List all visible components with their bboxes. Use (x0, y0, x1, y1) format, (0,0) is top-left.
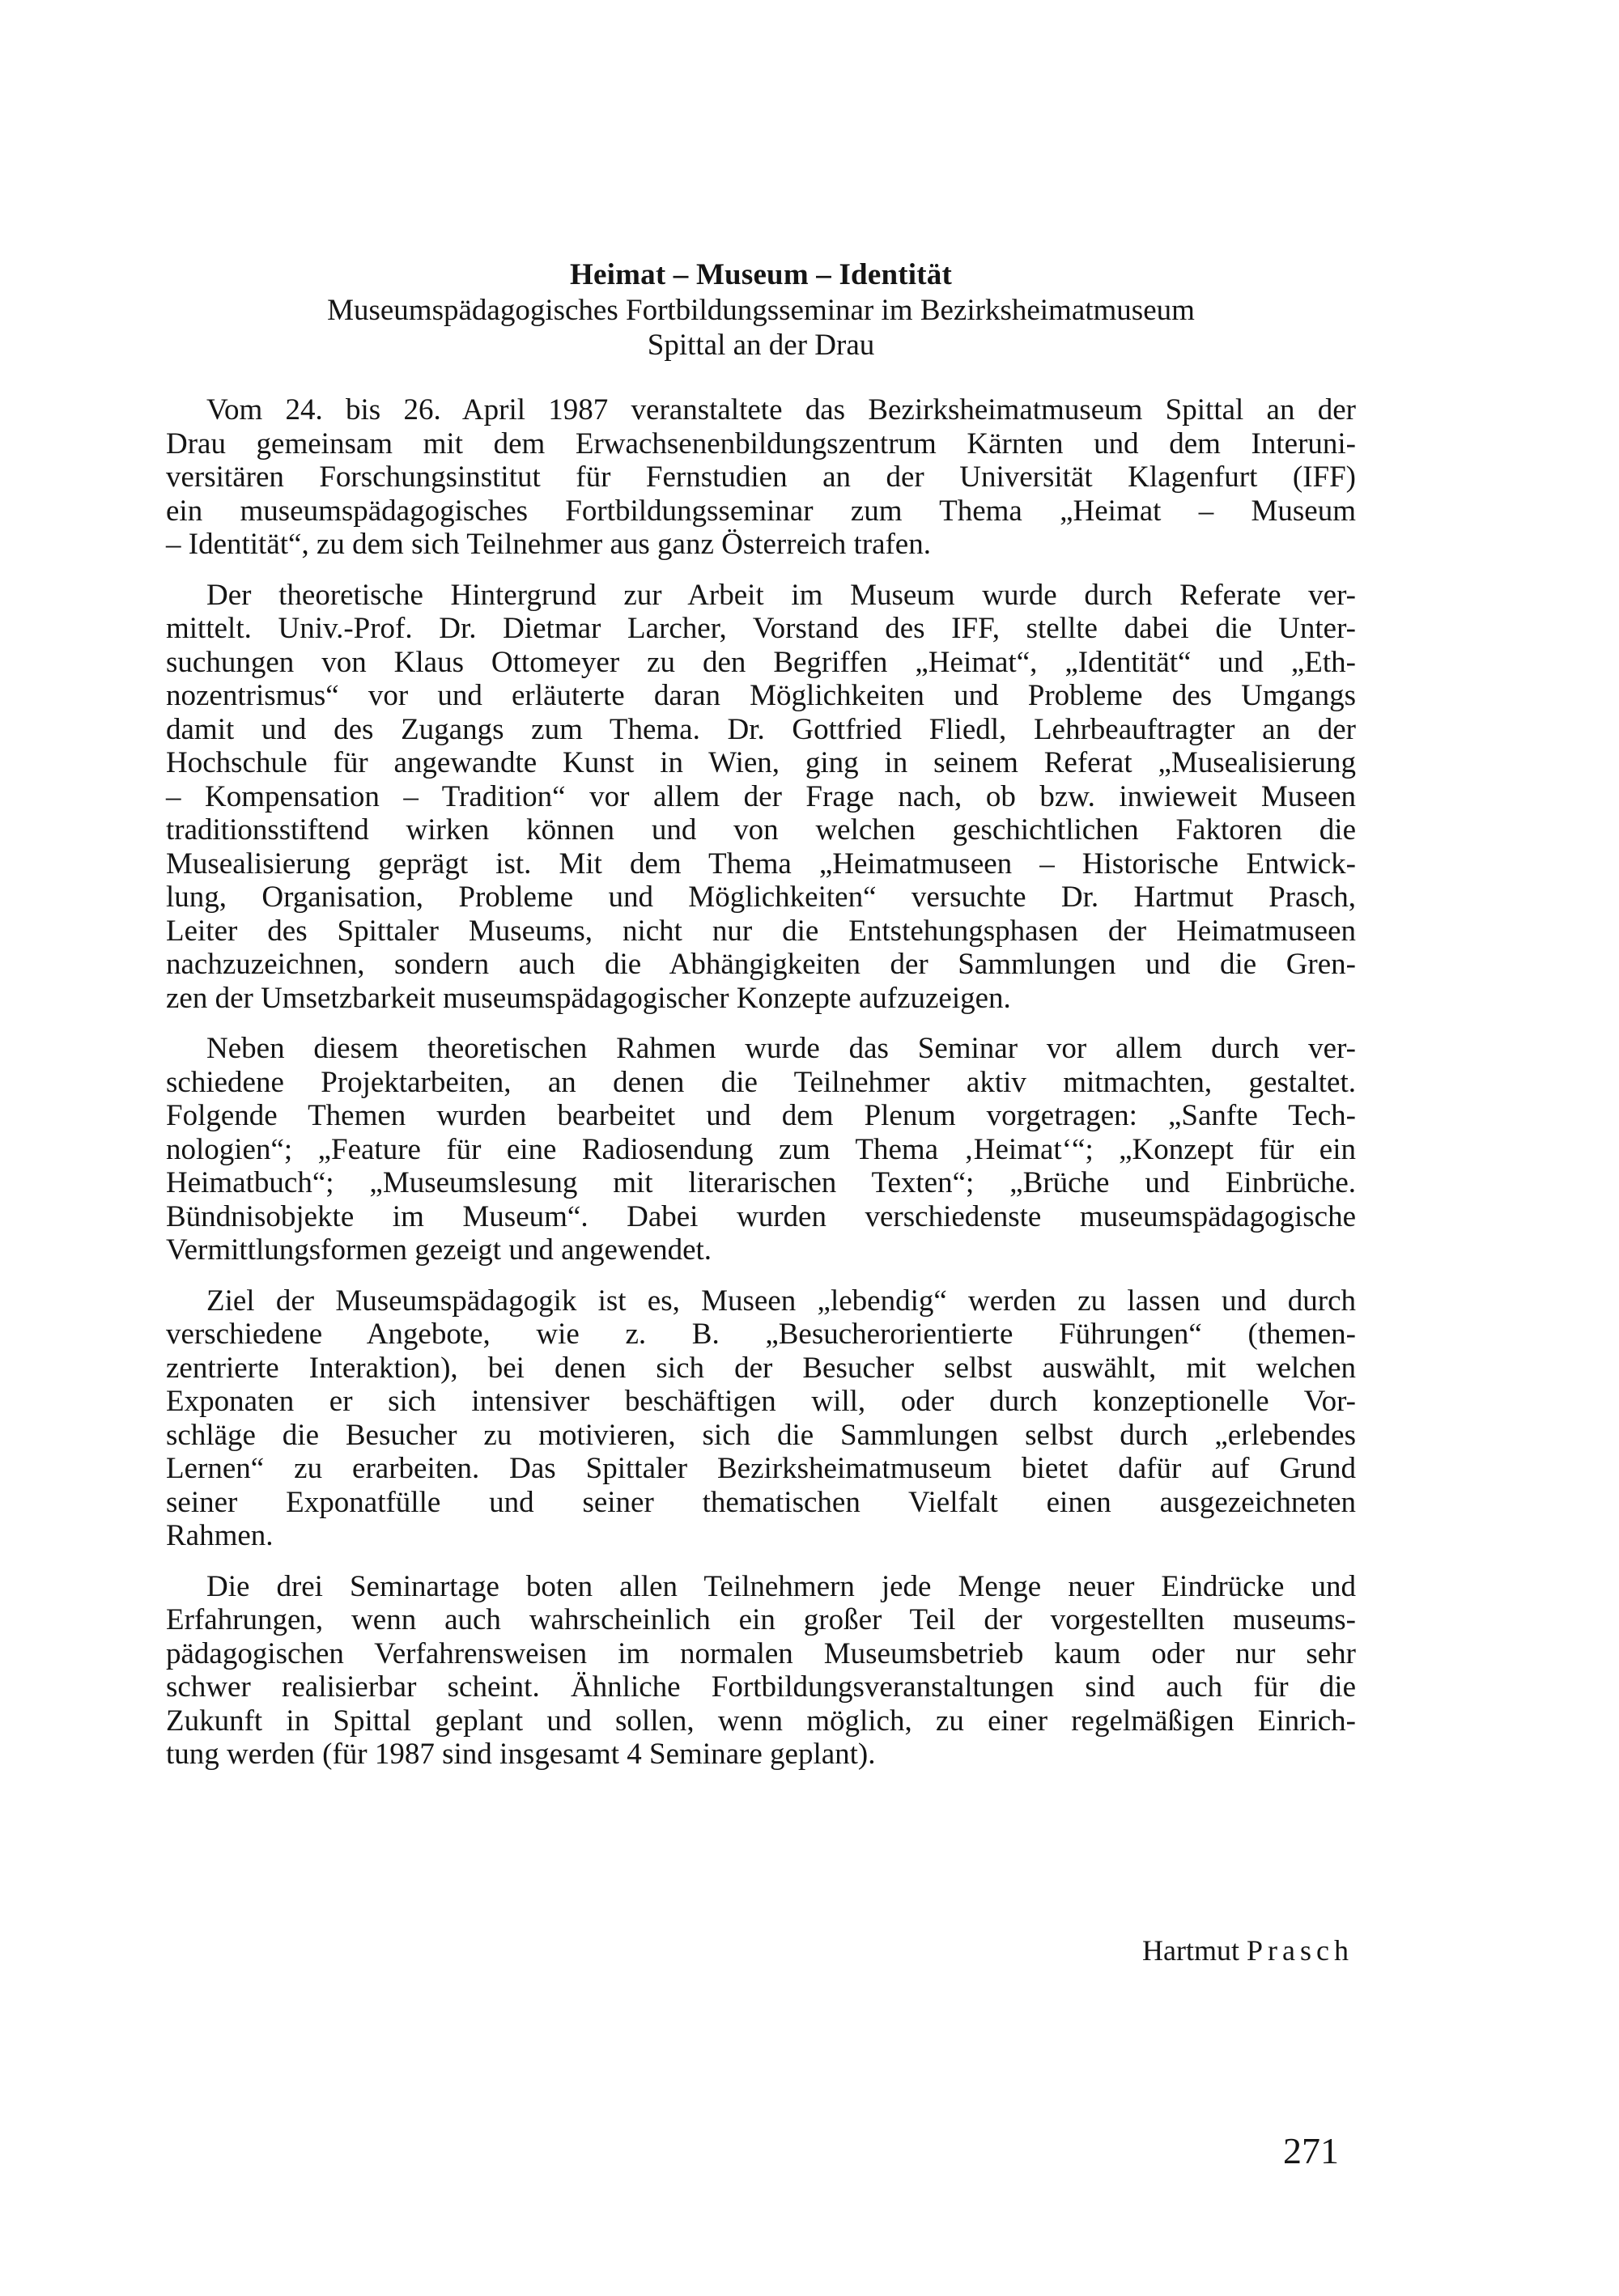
text-line: Folgende Themen wurden bearbeitet und dem Plenum vorgetragen: „Sanfte Tech- (166, 1099, 1356, 1132)
text-line: tung werden (für 1987 sind insgesamt 4 Seminare geplant). (166, 1738, 876, 1771)
text-line: – Kompensation – Tradition“ vor allem der Frage nach, ob bzw. inwieweit Museen (166, 779, 1356, 813)
text-line: zen der Umsetzbarkeit museumspädagogischer Konzepte aufzuzeigen. (166, 981, 1011, 1015)
text-line: Neben diesem theoretischen Rahmen wurde das Seminar vor allem durch ver- (206, 1032, 1356, 1065)
text-line: Rahmen. (166, 1519, 274, 1552)
text-line: traditionsstiftend wirken können und von welchen geschichtlichen Faktoren die (166, 813, 1356, 847)
article-subtitle-line: Museumspädagogisches Fortbildungsseminar im Bezirksheimatmuseum (327, 294, 1195, 327)
text-line: nachzuzeichnen, sondern auch die Abhängigkeiten der Sammlungen und die Gren- (166, 948, 1356, 981)
text-line: Ziel der Museumspädagogik ist es, Museen „lebendig“ werden zu lassen und durch (206, 1284, 1356, 1318)
article-subtitle-line: Spittal an der Drau (647, 329, 875, 362)
text-line: ein museumspädagogisches Fortbildungsseminar zum Thema „Heimat – Museum (166, 494, 1356, 528)
text-line: suchungen von Klaus Ottomeyer zu den Begriffen „Heimat“, „Identität“ und „Eth- (166, 645, 1356, 679)
article-body (166, 393, 1356, 1789)
paragraph (166, 579, 1356, 1016)
author-last-name: Prasch (1247, 1934, 1353, 1967)
text-line: nologien“; „Feature für eine Radiosendung zum Thema ‚Heimat‘“; „Konzept für ein (166, 1132, 1356, 1166)
text-line: Hochschule für angewandte Kunst in Wien, ging in seinem Referat „Musealisierung (166, 746, 1356, 779)
article-header (166, 257, 1356, 363)
text-line: seiner Exponatfülle und seiner thematischen Vielfalt einen ausgezeichneten (166, 1485, 1356, 1519)
author-first-name: Hartmut (1142, 1934, 1240, 1967)
text-line: zentrierte Interaktion), bei denen sich der Besucher selbst auswählt, mit welchen (166, 1351, 1356, 1385)
author-signature (1142, 1933, 1353, 1968)
article-title: Heimat – Museum – Identität (570, 258, 952, 291)
text-line: mittelt. Univ.-Prof. Dr. Dietmar Larcher, Vorstand des IFF, stellte dabei die Unter- (166, 612, 1356, 645)
page-number: 271 (1283, 2130, 1339, 2171)
text-line: lung, Organisation, Probleme und Möglichkeiten“ versuchte Dr. Hartmut Prasch, (166, 881, 1356, 914)
text-line: schläge die Besucher zu motivieren, sich die Sammlungen selbst durch „erlebendes (166, 1418, 1356, 1452)
text-line: Die drei Seminartage boten allen Teilnehmern jede Menge neuer Eindrücke und (206, 1569, 1356, 1603)
text-line: pädagogischen Verfahrensweisen im normalen Museumsbetrieb kaum oder nur sehr (166, 1636, 1356, 1670)
paragraph (166, 1032, 1356, 1267)
text-line: Drau gemeinsam mit dem Erwachsenenbildungszentrum Kärnten und dem Interuni- (166, 427, 1356, 460)
text-line: schwer realisierbar scheint. Ähnliche Fortbildungsveranstaltungen sind auch für die (166, 1670, 1356, 1704)
text-line: – Identität“, zu dem sich Teilnehmer aus ganz Österreich trafen. (166, 528, 931, 561)
paragraph (166, 1284, 1356, 1553)
text-line: Vermittlungsformen gezeigt und angewendet. (166, 1233, 712, 1267)
text-line: Erfahrungen, wenn auch wahrscheinlich ein großer Teil der vorgestellten museums- (166, 1603, 1356, 1636)
text-line: Vom 24. bis 26. April 1987 veranstaltete das Bezirksheimatmuseum Spittal an der (206, 393, 1356, 427)
text-line: schiedene Projektarbeiten, an denen die Teilnehmer aktiv mitmachten, gestaltet. (166, 1065, 1356, 1099)
text-line: verschiedene Angebote, wie z. B. „Besucherorientierte Führungen“ (themen- (166, 1318, 1356, 1351)
text-line: nozentrismus“ vor und erläuterte daran Möglichkeiten und Probleme des Umgangs (166, 679, 1356, 712)
text-line: Der theoretische Hintergrund zur Arbeit im Museum wurde durch Referate ver- (206, 578, 1356, 612)
text-line: Heimatbuch“; „Museumslesung mit literarischen Texten“; „Brüche und Einbrüche. (166, 1166, 1356, 1199)
text-line: Exponaten er sich intensiver beschäftigen will, oder durch konzeptionelle Vor- (166, 1385, 1356, 1418)
text-line: Leiter des Spittaler Museums, nicht nur die Entstehungsphasen der Heimatmuseen (166, 914, 1356, 948)
paragraph (166, 1570, 1356, 1772)
text-line: Lernen“ zu erarbeiten. Das Spittaler Bezirksheimatmuseum bietet dafür auf Grund (166, 1452, 1356, 1485)
text-line: Musealisierung geprägt ist. Mit dem Thema „Heimatmuseen – Historische Entwick- (166, 847, 1356, 881)
paragraph (166, 393, 1356, 562)
text-line: Zukunft in Spittal geplant und sollen, wenn möglich, zu einer regelmäßigen Einrich- (166, 1704, 1356, 1738)
text-line: versitären Forschungsinstitut für Fernstudien an der Universität Klagenfurt (IFF) (166, 460, 1356, 494)
text-line: damit und des Zugangs zum Thema. Dr. Gottfried Fliedl, Lehrbeauftragter an der (166, 712, 1356, 746)
text-line: Bündnisobjekte im Museum“. Dabei wurden verschiedenste museumspädagogische (166, 1199, 1356, 1233)
